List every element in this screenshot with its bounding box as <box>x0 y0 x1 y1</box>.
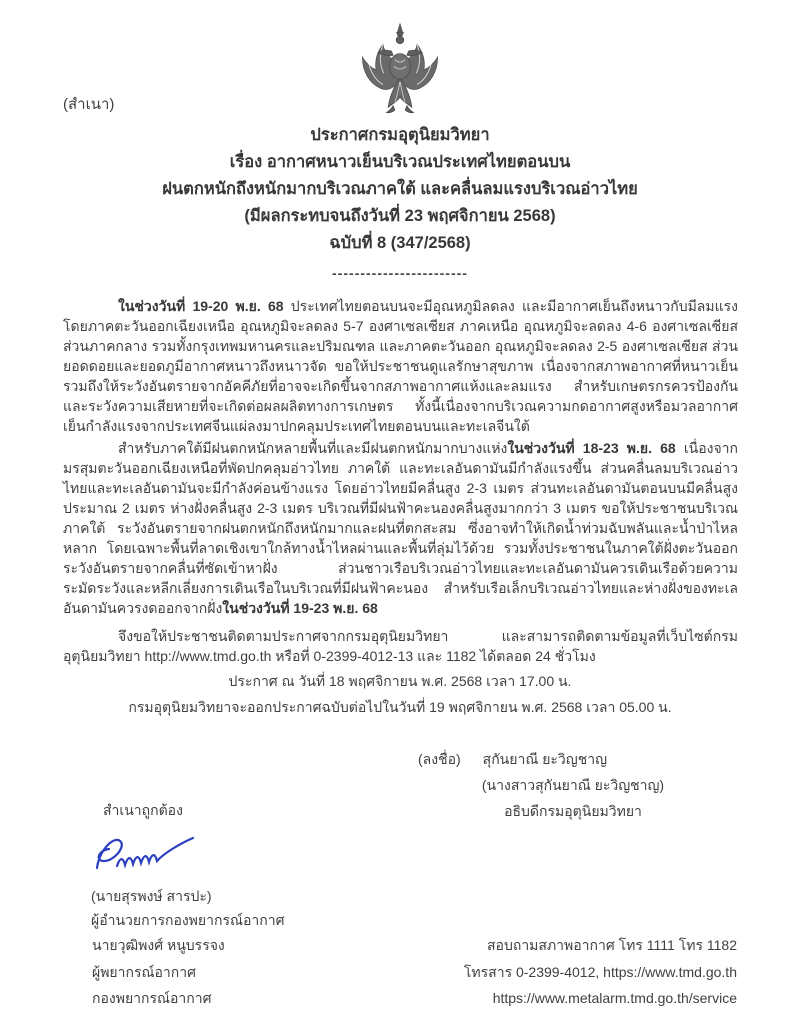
effective-date-line: (มีผลกระทบจนถึงวันที่ 23 พฤศจิกายน 2568) <box>244 207 556 225</box>
signer-position: อธิบดีกรมอุตุนิยมวิทยา <box>504 803 642 819</box>
contact-alert-site-line: https://www.metalarm.tmd.go.th/service <box>492 990 737 1006</box>
copy-label: (สำเนา) <box>63 96 115 113</box>
issuance-block <box>0 668 800 720</box>
paragraph-cold-spell-text: ประเทศไทยตอนบนจะมีอุณหภูมิลดลง และมีอากาศเย็นถึงหนาวกับมีลมแรง โดยภาคตะวันออกเฉียงเหนือ อุณหภูมิจะลดลง 5-7 องศาเซลเซียส ภาคเหนือ อุณหภูมิจะลดลง 4-6 องศาเซลเซียส ส่วนภาคกลาง รวมทั้งกรุงเทพมหานครและปริมณฑล และภาคตะวันออก อุณหภูมิจะลดลง 2-5 องศาเซลเซียส ส่วนยอดดอยและยอดภูมีอากาศหนาวถึงหนาวจัด ขอให้ประชาชนดูแลรักษาสุขภาพ เนื่องจากสภาพอากาศที่หนาวเย็น รวมถึงให้ระวังอันตรายจากอัคคีภัยที่อาจจะเกิดขึ้นจากสภาพอากาศแห้งและลมแรง สำหรับเกษตรกรควรป้องกันและระวังความเสียหายที่จะเกิดต่อผลผลิตทางการเกษตร ทั้งนี้เนื่องจากบริเวณความกดอากาศสูงหรือมวลอากาศเย็นกำลังแรงจากประเทศจีนแผ่ลงมาปกคลุมประเทศไทยตอนบนและทะเลจีนใต้ <box>63 298 738 434</box>
signer-full-name: (นางสาวสุกันยาณี ยะวิญชาญ) <box>481 777 665 793</box>
certifier-name: (นายสุรพงษ์ สารปะ) <box>91 888 212 904</box>
paragraph-south-rain-seg2: เนื่องจากมรสุมตะวันออกเฉียงเหนือที่พัดปกคลุมอ่าวไทย ภาคใต้ และทะเลอันดามันมีกำลังแรงขึ้น ส่วนคลื่นลมบริเวณอ่าวไทยและทะเลอันดามันจะมีกำลังค่อนข้างแรง โดยอ่าวไทยมีคลื่นสูง 2-3 เมตร ส่วนทะเลอันดามันตอนบนมีคลื่นสูงประมาณ 2 เมตร ห่างฝั่งคลื่นสูง 2-3 เมตร บริเวณที่มีฝนฟ้าคะนองคลื่นสูงมากกว่า 3 เมตร ขอให้ประชาชนบริเวณภาคใต้ ระวังอันตรายจากฝนตกหนักถึงหนักมากและฝนที่ตกสะสม ซึ่งอาจทำให้เกิดน้ำท่วมฉับพลันและน้ำป่าไหลหลาก โดยเฉพาะพื้นที่ลาดเชิงเขาใกล้ทางน้ำไหลผ่านและพื้นที่ลุ่มไว้ด้วย รวมทั้งประชาชนในภาคใต้ฝั่งตะวันออกระวังอันตรายจากคลื่นที่ซัดเข้าหาฝั่ง ส่วนชาวเรือบริเวณอ่าวไทยและทะเลอันดามันควรเดินเรือด้วยความระมัดระวังและหลีกเลี่ยงการเดินเรือในบริเวณที่มีฝนฟ้าคะนอง สำหรับเรือเล็กบริเวณอ่าวไทยและห่างฝั่งของทะเลอันดามันควรงดออกจากฝั่ง <box>63 440 738 616</box>
date-range-emphasis-3: ในช่วงวันที่ 19-23 พ.ย. 68 <box>222 600 378 616</box>
date-range-emphasis: ในช่วงวันที่ 19-20 พ.ย. 68 <box>118 298 284 314</box>
document-body <box>63 296 738 668</box>
certification-block <box>63 800 363 932</box>
handwritten-signature-icon <box>87 826 197 882</box>
certification-label: สำเนาถูกต้อง <box>103 802 183 818</box>
paragraph-cold-spell <box>63 296 738 436</box>
forecaster-title: ผู้พยากรณ์อากาศ <box>92 963 196 980</box>
footer-contact-block <box>464 932 737 1012</box>
subject-line-1: เรื่อง อากาศหนาวเย็นบริเวณประเทศไทยตอนบน <box>229 153 571 171</box>
issue-number: ฉบับที่ 8 (347/2568) <box>329 234 471 252</box>
signed-name: สุกันยาณี ยะวิญชาญ <box>482 751 607 767</box>
paragraph-south-rain <box>63 438 738 618</box>
footer-forecaster-block <box>92 932 225 1012</box>
date-range-emphasis-2: ในช่วงวันที่ 18-23 พ.ย. 68 <box>507 440 676 456</box>
contact-fax-website-line: โทรสาร 0-2399-4012, https://www.tmd.go.th <box>463 963 737 980</box>
document-title: ประกาศกรมอุตุนิยมวิทยา <box>310 126 490 144</box>
forecaster-division: กองพยากรณ์อากาศ <box>92 990 212 1006</box>
next-issue-line: กรมอุตุนิยมวิทยาจะออกประกาศฉบับต่อไปในวันที่ 19 พฤศจิกายน พ.ศ. 2568 เวลา 05.00 น. <box>128 699 672 715</box>
forecaster-name: นายวุฒิพงศ์ หนูบรรจง <box>92 937 225 953</box>
paragraph-follow-updates: จึงขอให้ประชาชนติดตามประกาศจากกรมอุตุนิยมวิทยา และสามารถติดตามข้อมูลที่เว็บไซต์กรมอุตุนิยมวิทยา http://www.tmd.go.th หรือที่ 0-2399-4012-13 และ 1182 ได้ตลอด 24 ชั่วโมง <box>63 628 738 664</box>
contact-phone-line: สอบถามสภาพอากาศ โทร 1111 โทร 1182 <box>487 937 737 953</box>
subject-line-2: ฝนตกหนักถึงหนักมากบริเวณภาคใต้ และคลื่นลมแรงบริเวณอ่าวไทย <box>162 180 638 198</box>
signer-block <box>418 746 688 824</box>
paragraph-south-rain-seg1: สำหรับภาคใต้มีฝนตกหนักหลายพื้นที่และมีฝนตกหนักมากบางแห่ง <box>118 440 508 456</box>
certifier-position: ผู้อำนวยการกองพยากรณ์อากาศ <box>91 912 285 928</box>
document-header <box>0 122 800 281</box>
divider-dashes: ------------------------ <box>332 265 468 281</box>
signed-label: (ลงชื่อ) <box>418 751 461 767</box>
issued-at-line: ประกาศ ณ วันที่ 18 พฤศจิกายน พ.ศ. 2568 เวลา 17.00 น. <box>228 673 572 689</box>
garuda-emblem-icon <box>357 22 443 116</box>
